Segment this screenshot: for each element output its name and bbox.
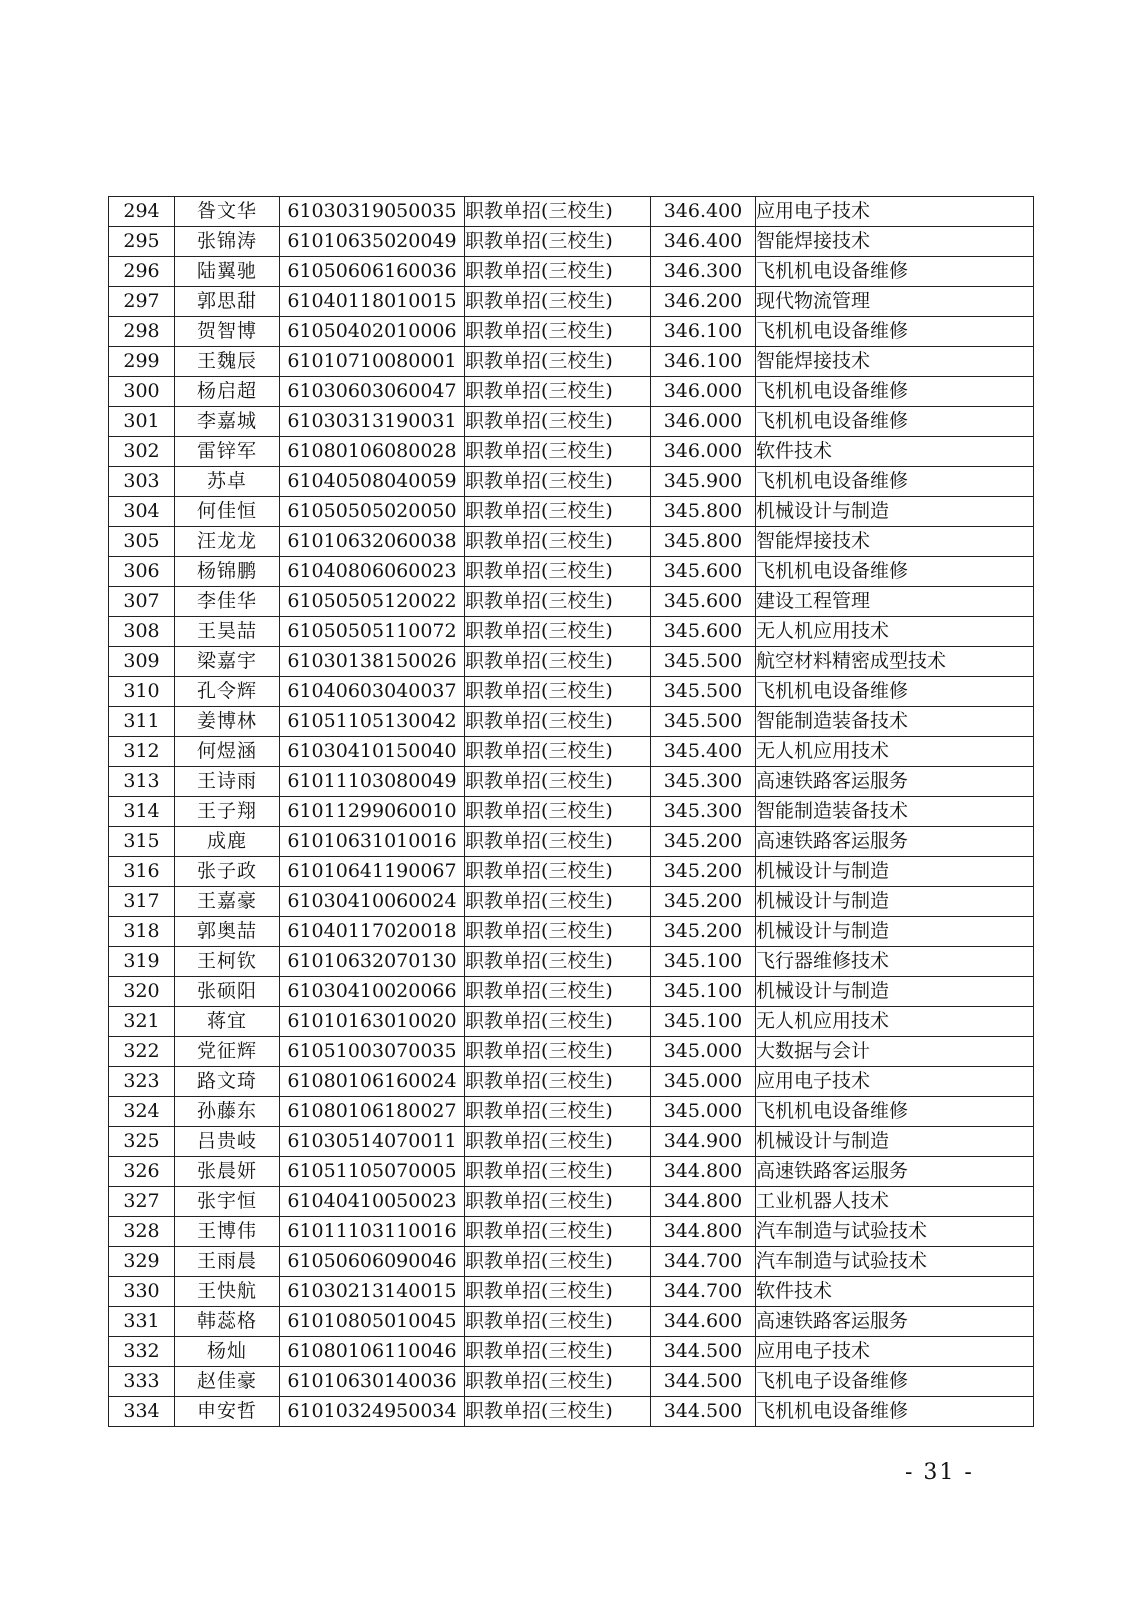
student-name-cell: 杨锦鹏: [175, 557, 280, 587]
admission-type-cell: 职教单招(三校生): [465, 437, 651, 467]
row-number-cell: 317: [109, 887, 175, 917]
student-name-cell: 王柯钦: [175, 947, 280, 977]
student-name-cell: 张晨妍: [175, 1157, 280, 1187]
row-number-cell: 296: [109, 257, 175, 287]
table-row: [109, 767, 1034, 797]
score-cell: 345.200: [651, 827, 756, 857]
score-cell: 345.400: [651, 737, 756, 767]
admission-type-cell: 职教单招(三校生): [465, 1397, 651, 1427]
score-cell: 346.300: [651, 257, 756, 287]
student-name-cell: 郭奥喆: [175, 917, 280, 947]
table-row: [109, 1187, 1034, 1217]
table-row: [109, 1037, 1034, 1067]
score-cell: 345.000: [651, 1097, 756, 1127]
row-number-cell: 300: [109, 377, 175, 407]
row-number-cell: 318: [109, 917, 175, 947]
row-number-cell: 328: [109, 1217, 175, 1247]
table-row: [109, 797, 1034, 827]
admission-type-cell: 职教单招(三校生): [465, 407, 651, 437]
score-cell: 345.600: [651, 617, 756, 647]
major-cell: 机械设计与制造: [756, 497, 1034, 527]
student-name-cell: 郭思甜: [175, 287, 280, 317]
table-row: [109, 1337, 1034, 1367]
student-name-cell: 陆翼驰: [175, 257, 280, 287]
exam-id-cell: 61051105130042: [280, 707, 465, 737]
admission-type-cell: 职教单招(三校生): [465, 1157, 651, 1187]
admission-roster-table: [108, 196, 1034, 1427]
major-cell: 应用电子技术: [756, 1067, 1034, 1097]
student-name-cell: 苏卓: [175, 467, 280, 497]
row-number-cell: 324: [109, 1097, 175, 1127]
admission-type-cell: 职教单招(三校生): [465, 467, 651, 497]
student-name-cell: 路文琦: [175, 1067, 280, 1097]
student-name-cell: 王子翔: [175, 797, 280, 827]
table-row: [109, 1007, 1034, 1037]
exam-id-cell: 61030603060047: [280, 377, 465, 407]
row-number-cell: 312: [109, 737, 175, 767]
student-name-cell: 张宇恒: [175, 1187, 280, 1217]
table-row: [109, 497, 1034, 527]
row-number-cell: 303: [109, 467, 175, 497]
table-row: [109, 977, 1034, 1007]
student-name-cell: 党征辉: [175, 1037, 280, 1067]
exam-id-cell: 61030138150026: [280, 647, 465, 677]
major-cell: 机械设计与制造: [756, 917, 1034, 947]
exam-id-cell: 61010635020049: [280, 227, 465, 257]
student-name-cell: 王诗雨: [175, 767, 280, 797]
admission-type-cell: 职教单招(三校生): [465, 497, 651, 527]
admission-type-cell: 职教单招(三校生): [465, 857, 651, 887]
major-cell: 飞机机电设备维修: [756, 677, 1034, 707]
row-number-cell: 334: [109, 1397, 175, 1427]
table-row: [109, 617, 1034, 647]
admission-type-cell: 职教单招(三校生): [465, 977, 651, 1007]
score-cell: 345.900: [651, 467, 756, 497]
student-name-cell: 李嘉城: [175, 407, 280, 437]
major-cell: 高速铁路客运服务: [756, 1157, 1034, 1187]
student-name-cell: 贺智博: [175, 317, 280, 347]
table-row: [109, 437, 1034, 467]
exam-id-cell: 61030410150040: [280, 737, 465, 767]
major-cell: 汽车制造与试验技术: [756, 1217, 1034, 1247]
score-cell: 344.700: [651, 1277, 756, 1307]
table-row: [109, 527, 1034, 557]
student-name-cell: 张硕阳: [175, 977, 280, 1007]
admission-type-cell: 职教单招(三校生): [465, 1007, 651, 1037]
major-cell: 机械设计与制造: [756, 1127, 1034, 1157]
student-name-cell: 杨灿: [175, 1337, 280, 1367]
exam-id-cell: 61080106180027: [280, 1097, 465, 1127]
score-cell: 344.800: [651, 1157, 756, 1187]
row-number-cell: 306: [109, 557, 175, 587]
exam-id-cell: 61030514070011: [280, 1127, 465, 1157]
major-cell: 智能制造装备技术: [756, 797, 1034, 827]
table-row: [109, 1397, 1034, 1427]
score-cell: 344.600: [651, 1307, 756, 1337]
admission-type-cell: 职教单招(三校生): [465, 1067, 651, 1097]
exam-id-cell: 61010630140036: [280, 1367, 465, 1397]
student-name-cell: 杨启超: [175, 377, 280, 407]
admission-type-cell: 职教单招(三校生): [465, 1127, 651, 1157]
table-row: [109, 347, 1034, 377]
student-name-cell: 王快航: [175, 1277, 280, 1307]
major-cell: 应用电子技术: [756, 197, 1034, 227]
exam-id-cell: 61010324950034: [280, 1397, 465, 1427]
admission-type-cell: 职教单招(三校生): [465, 347, 651, 377]
exam-id-cell: 61010631010016: [280, 827, 465, 857]
score-cell: 344.700: [651, 1247, 756, 1277]
row-number-cell: 327: [109, 1187, 175, 1217]
score-cell: 346.100: [651, 347, 756, 377]
exam-id-cell: 61040508040059: [280, 467, 465, 497]
table-row: [109, 707, 1034, 737]
admission-type-cell: 职教单招(三校生): [465, 587, 651, 617]
score-cell: 345.600: [651, 587, 756, 617]
student-name-cell: 昝文华: [175, 197, 280, 227]
admission-type-cell: 职教单招(三校生): [465, 197, 651, 227]
admission-type-cell: 职教单招(三校生): [465, 287, 651, 317]
exam-id-cell: 61010805010045: [280, 1307, 465, 1337]
row-number-cell: 333: [109, 1367, 175, 1397]
row-number-cell: 310: [109, 677, 175, 707]
student-name-cell: 汪龙龙: [175, 527, 280, 557]
table-row: [109, 1217, 1034, 1247]
score-cell: 346.400: [651, 197, 756, 227]
major-cell: 汽车制造与试验技术: [756, 1247, 1034, 1277]
exam-id-cell: 61030410060024: [280, 887, 465, 917]
table-row: [109, 257, 1034, 287]
row-number-cell: 325: [109, 1127, 175, 1157]
score-cell: 345.000: [651, 1037, 756, 1067]
score-cell: 345.000: [651, 1067, 756, 1097]
row-number-cell: 331: [109, 1307, 175, 1337]
row-number-cell: 323: [109, 1067, 175, 1097]
exam-id-cell: 61050505020050: [280, 497, 465, 527]
student-name-cell: 成鹿: [175, 827, 280, 857]
score-cell: 345.100: [651, 1007, 756, 1037]
major-cell: 航空材料精密成型技术: [756, 647, 1034, 677]
major-cell: 智能焊接技术: [756, 347, 1034, 377]
row-number-cell: 322: [109, 1037, 175, 1067]
admission-type-cell: 职教单招(三校生): [465, 1187, 651, 1217]
student-name-cell: 王魏辰: [175, 347, 280, 377]
major-cell: 飞机机电设备维修: [756, 257, 1034, 287]
table-row: [109, 887, 1034, 917]
student-name-cell: 雷锌军: [175, 437, 280, 467]
student-name-cell: 吕贵岐: [175, 1127, 280, 1157]
student-name-cell: 姜博林: [175, 707, 280, 737]
exam-id-cell: 61011299060010: [280, 797, 465, 827]
row-number-cell: 294: [109, 197, 175, 227]
student-name-cell: 蒋宜: [175, 1007, 280, 1037]
table-row: [109, 197, 1034, 227]
student-name-cell: 韩蕊格: [175, 1307, 280, 1337]
major-cell: 飞机机电设备维修: [756, 317, 1034, 347]
row-number-cell: 308: [109, 617, 175, 647]
major-cell: 机械设计与制造: [756, 887, 1034, 917]
admission-type-cell: 职教单招(三校生): [465, 227, 651, 257]
admission-type-cell: 职教单招(三校生): [465, 1217, 651, 1247]
major-cell: 无人机应用技术: [756, 737, 1034, 767]
admission-type-cell: 职教单招(三校生): [465, 617, 651, 647]
score-cell: 346.000: [651, 377, 756, 407]
row-number-cell: 301: [109, 407, 175, 437]
major-cell: 现代物流管理: [756, 287, 1034, 317]
table-row: [109, 1157, 1034, 1187]
major-cell: 无人机应用技术: [756, 1007, 1034, 1037]
exam-id-cell: 61010710080001: [280, 347, 465, 377]
major-cell: 智能制造装备技术: [756, 707, 1034, 737]
exam-id-cell: 61080106110046: [280, 1337, 465, 1367]
exam-id-cell: 61050505120022: [280, 587, 465, 617]
table-row: [109, 557, 1034, 587]
score-cell: 346.400: [651, 227, 756, 257]
admission-type-cell: 职教单招(三校生): [465, 1337, 651, 1367]
major-cell: 智能焊接技术: [756, 227, 1034, 257]
score-cell: 344.900: [651, 1127, 756, 1157]
table-row: [109, 917, 1034, 947]
row-number-cell: 309: [109, 647, 175, 677]
table-row: [109, 587, 1034, 617]
major-cell: 飞行器维修技术: [756, 947, 1034, 977]
student-name-cell: 王嘉豪: [175, 887, 280, 917]
student-name-cell: 申安哲: [175, 1397, 280, 1427]
table-row: [109, 1067, 1034, 1097]
table-row: [109, 1127, 1034, 1157]
major-cell: 高速铁路客运服务: [756, 767, 1034, 797]
table-row: [109, 407, 1034, 437]
admission-type-cell: 职教单招(三校生): [465, 827, 651, 857]
row-number-cell: 329: [109, 1247, 175, 1277]
score-cell: 345.800: [651, 497, 756, 527]
exam-id-cell: 61040410050023: [280, 1187, 465, 1217]
exam-id-cell: 61040603040037: [280, 677, 465, 707]
exam-id-cell: 61010632060038: [280, 527, 465, 557]
row-number-cell: 319: [109, 947, 175, 977]
admission-type-cell: 职教单招(三校生): [465, 737, 651, 767]
row-number-cell: 297: [109, 287, 175, 317]
score-cell: 345.300: [651, 797, 756, 827]
major-cell: 智能焊接技术: [756, 527, 1034, 557]
exam-id-cell: 61010641190067: [280, 857, 465, 887]
student-name-cell: 张子政: [175, 857, 280, 887]
admission-type-cell: 职教单招(三校生): [465, 1277, 651, 1307]
row-number-cell: 315: [109, 827, 175, 857]
table-row: [109, 287, 1034, 317]
admission-type-cell: 职教单招(三校生): [465, 677, 651, 707]
admission-type-cell: 职教单招(三校生): [465, 917, 651, 947]
student-name-cell: 李佳华: [175, 587, 280, 617]
admission-type-cell: 职教单招(三校生): [465, 887, 651, 917]
admission-type-cell: 职教单招(三校生): [465, 557, 651, 587]
row-number-cell: 298: [109, 317, 175, 347]
row-number-cell: 307: [109, 587, 175, 617]
major-cell: 工业机器人技术: [756, 1187, 1034, 1217]
major-cell: 无人机应用技术: [756, 617, 1034, 647]
student-name-cell: 何煜涵: [175, 737, 280, 767]
student-name-cell: 王博伟: [175, 1217, 280, 1247]
page-number: - 31 -: [905, 1460, 974, 1485]
table-row: [109, 1277, 1034, 1307]
major-cell: 软件技术: [756, 1277, 1034, 1307]
row-number-cell: 320: [109, 977, 175, 1007]
exam-id-cell: 61051003070035: [280, 1037, 465, 1067]
exam-id-cell: 61010632070130: [280, 947, 465, 977]
score-cell: 344.800: [651, 1187, 756, 1217]
exam-id-cell: 61080106160024: [280, 1067, 465, 1097]
table-row: [109, 467, 1034, 497]
major-cell: 机械设计与制造: [756, 977, 1034, 1007]
major-cell: 飞机电子设备维修: [756, 1367, 1034, 1397]
exam-id-cell: 61050606160036: [280, 257, 465, 287]
admission-type-cell: 职教单招(三校生): [465, 647, 651, 677]
row-number-cell: 302: [109, 437, 175, 467]
major-cell: 机械设计与制造: [756, 857, 1034, 887]
exam-id-cell: 61080106080028: [280, 437, 465, 467]
exam-id-cell: 61030410020066: [280, 977, 465, 1007]
score-cell: 345.200: [651, 917, 756, 947]
admission-type-cell: 职教单招(三校生): [465, 527, 651, 557]
major-cell: 飞机机电设备维修: [756, 557, 1034, 587]
major-cell: 建设工程管理: [756, 587, 1034, 617]
major-cell: 飞机机电设备维修: [756, 1397, 1034, 1427]
student-name-cell: 梁嘉宇: [175, 647, 280, 677]
score-cell: 346.000: [651, 437, 756, 467]
admission-type-cell: 职教单招(三校生): [465, 707, 651, 737]
exam-id-cell: 61050505110072: [280, 617, 465, 647]
table-row: [109, 377, 1034, 407]
row-number-cell: 295: [109, 227, 175, 257]
score-cell: 344.500: [651, 1397, 756, 1427]
row-number-cell: 332: [109, 1337, 175, 1367]
student-name-cell: 孔令辉: [175, 677, 280, 707]
exam-id-cell: 61011103080049: [280, 767, 465, 797]
row-number-cell: 314: [109, 797, 175, 827]
score-cell: 345.500: [651, 677, 756, 707]
row-number-cell: 330: [109, 1277, 175, 1307]
score-cell: 345.500: [651, 707, 756, 737]
exam-id-cell: 61011103110016: [280, 1217, 465, 1247]
score-cell: 345.800: [651, 527, 756, 557]
roster-body: [109, 197, 1034, 1427]
admission-type-cell: 职教单招(三校生): [465, 767, 651, 797]
score-cell: 344.500: [651, 1337, 756, 1367]
score-cell: 345.500: [651, 647, 756, 677]
exam-id-cell: 61030319050035: [280, 197, 465, 227]
admission-type-cell: 职教单招(三校生): [465, 1247, 651, 1277]
table-row: [109, 647, 1034, 677]
student-name-cell: 孙藤东: [175, 1097, 280, 1127]
row-number-cell: 321: [109, 1007, 175, 1037]
exam-id-cell: 61010163010020: [280, 1007, 465, 1037]
admission-type-cell: 职教单招(三校生): [465, 257, 651, 287]
admission-type-cell: 职教单招(三校生): [465, 797, 651, 827]
admission-type-cell: 职教单招(三校生): [465, 317, 651, 347]
table-row: [109, 317, 1034, 347]
student-name-cell: 何佳恒: [175, 497, 280, 527]
table-row: [109, 1307, 1034, 1337]
exam-id-cell: 61040118010015: [280, 287, 465, 317]
row-number-cell: 311: [109, 707, 175, 737]
major-cell: 软件技术: [756, 437, 1034, 467]
admission-type-cell: 职教单招(三校生): [465, 1367, 651, 1397]
score-cell: 346.200: [651, 287, 756, 317]
table-row: [109, 677, 1034, 707]
major-cell: 大数据与会计: [756, 1037, 1034, 1067]
score-cell: 344.500: [651, 1367, 756, 1397]
table-row: [109, 827, 1034, 857]
student-name-cell: 王昊喆: [175, 617, 280, 647]
exam-id-cell: 61050402010006: [280, 317, 465, 347]
admission-type-cell: 职教单招(三校生): [465, 377, 651, 407]
table-row: [109, 1367, 1034, 1397]
table-row: [109, 1247, 1034, 1277]
table-row: [109, 1097, 1034, 1127]
admission-type-cell: 职教单招(三校生): [465, 1307, 651, 1337]
score-cell: 346.100: [651, 317, 756, 347]
student-name-cell: 张锦涛: [175, 227, 280, 257]
exam-id-cell: 61050606090046: [280, 1247, 465, 1277]
score-cell: 345.200: [651, 887, 756, 917]
row-number-cell: 316: [109, 857, 175, 887]
exam-id-cell: 61040117020018: [280, 917, 465, 947]
exam-id-cell: 61030213140015: [280, 1277, 465, 1307]
row-number-cell: 305: [109, 527, 175, 557]
row-number-cell: 304: [109, 497, 175, 527]
row-number-cell: 326: [109, 1157, 175, 1187]
major-cell: 应用电子技术: [756, 1337, 1034, 1367]
score-cell: 344.800: [651, 1217, 756, 1247]
admission-type-cell: 职教单招(三校生): [465, 1097, 651, 1127]
major-cell: 飞机机电设备维修: [756, 407, 1034, 437]
major-cell: 高速铁路客运服务: [756, 827, 1034, 857]
student-name-cell: 王雨晨: [175, 1247, 280, 1277]
exam-id-cell: 61051105070005: [280, 1157, 465, 1187]
table-row: [109, 737, 1034, 767]
score-cell: 345.300: [651, 767, 756, 797]
major-cell: 高速铁路客运服务: [756, 1307, 1034, 1337]
major-cell: 飞机机电设备维修: [756, 1097, 1034, 1127]
score-cell: 345.600: [651, 557, 756, 587]
exam-id-cell: 61030313190031: [280, 407, 465, 437]
major-cell: 飞机机电设备维修: [756, 467, 1034, 497]
score-cell: 345.200: [651, 857, 756, 887]
score-cell: 345.100: [651, 977, 756, 1007]
admission-type-cell: 职教单招(三校生): [465, 1037, 651, 1067]
table-row: [109, 857, 1034, 887]
score-cell: 346.000: [651, 407, 756, 437]
student-name-cell: 赵佳豪: [175, 1367, 280, 1397]
exam-id-cell: 61040806060023: [280, 557, 465, 587]
score-cell: 345.100: [651, 947, 756, 977]
table-row: [109, 947, 1034, 977]
row-number-cell: 299: [109, 347, 175, 377]
table-row: [109, 227, 1034, 257]
major-cell: 飞机机电设备维修: [756, 377, 1034, 407]
row-number-cell: 313: [109, 767, 175, 797]
admission-type-cell: 职教单招(三校生): [465, 947, 651, 977]
